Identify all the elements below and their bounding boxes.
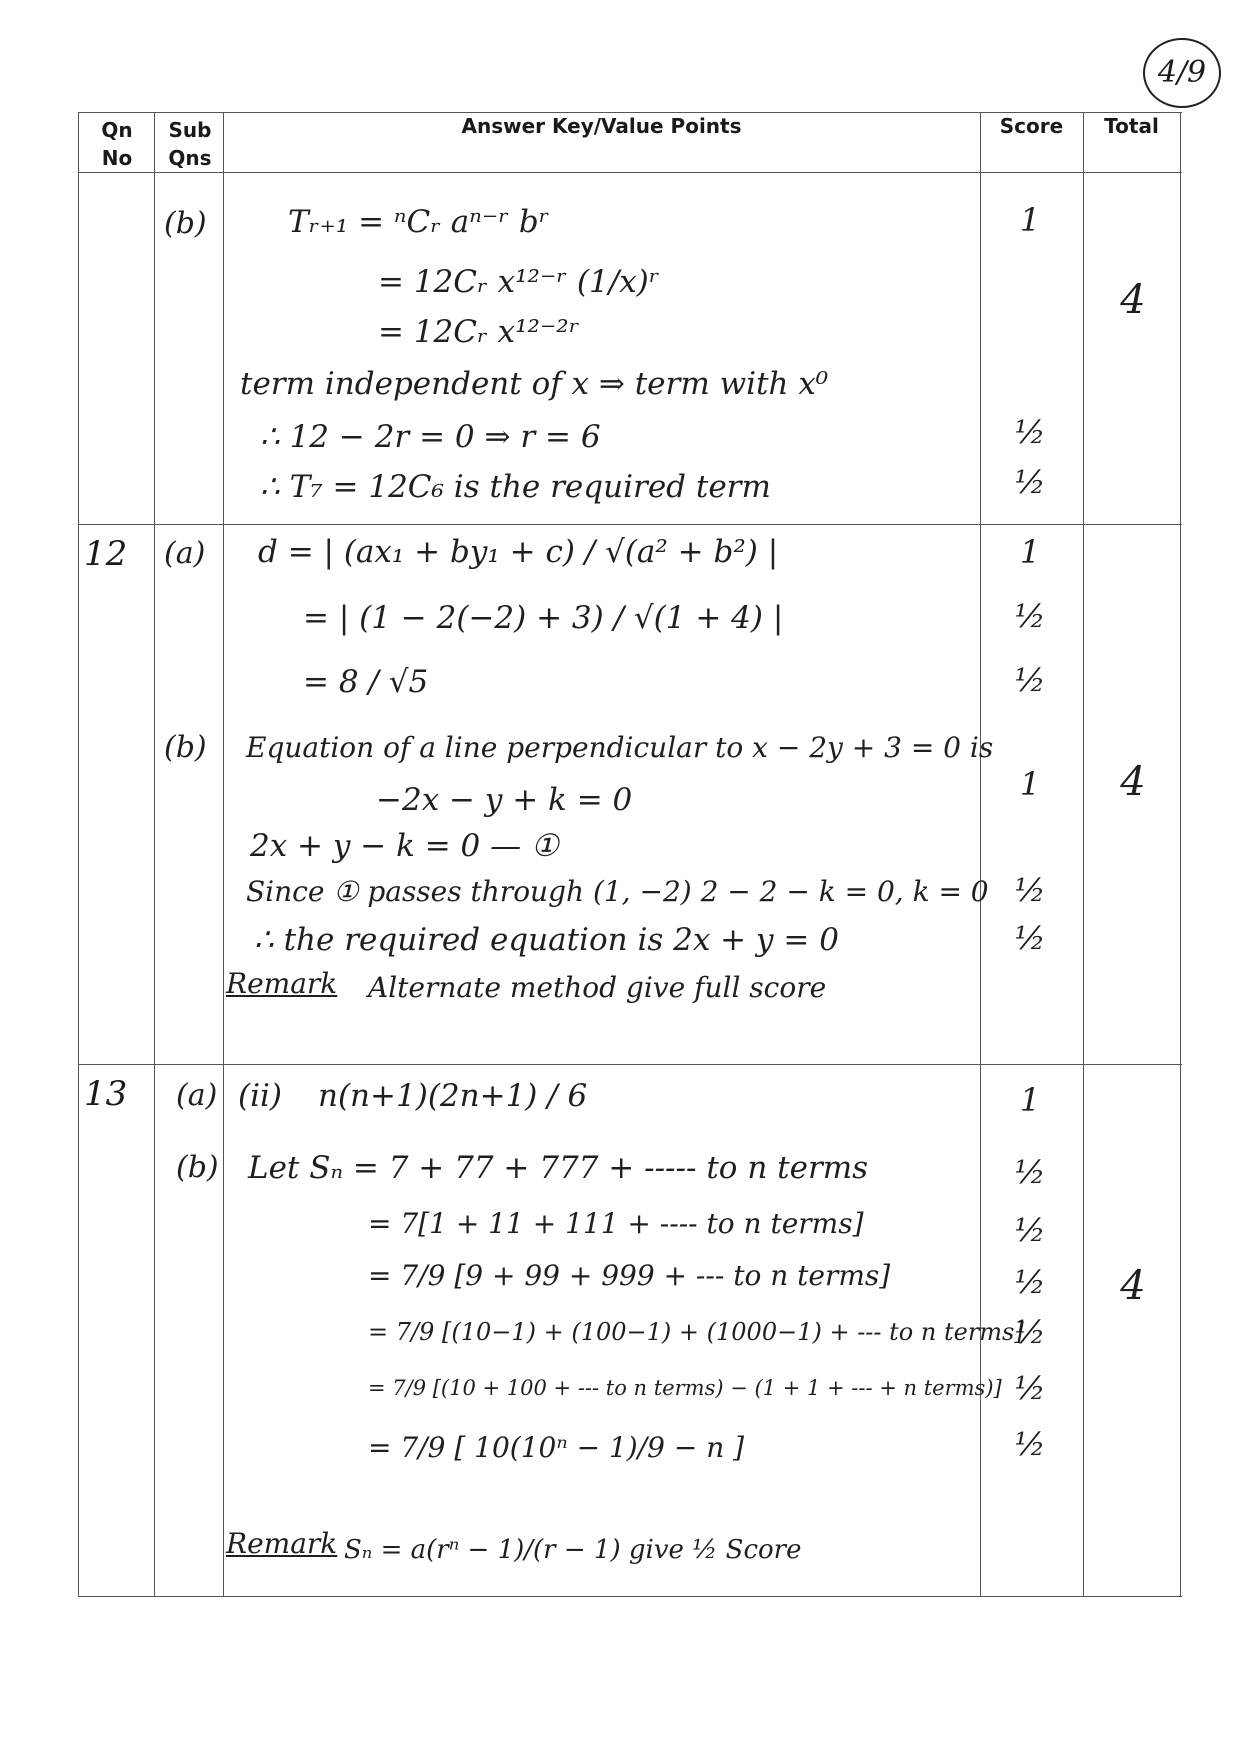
q11b-line: ∴ 12 − 2r = 0 ⇒ r = 6 — [260, 419, 601, 455]
q12b-line: Equation of a line perpendicular to x − 2y + 3 = 0 is — [246, 731, 994, 764]
q13-remark-text: Sₙ = a(rⁿ − 1)/(r − 1) give ½ Score — [344, 1535, 802, 1565]
q12a-sub-label: (a) — [164, 536, 206, 571]
q12b-sub-label: (b) — [164, 730, 207, 765]
q13-total: 4 — [1120, 1263, 1146, 1309]
q12b-score: ½ — [1014, 919, 1046, 957]
q13b-line: = 7/9 [9 + 99 + 999 + --- to n terms] — [368, 1259, 891, 1292]
row-divider-11-12 — [78, 524, 1182, 525]
q13b-score: ½ — [1014, 1369, 1046, 1407]
q13b-line: Let Sₙ = 7 + 77 + 777 + ----- to n terms — [248, 1150, 869, 1186]
table-border-left — [78, 112, 79, 1596]
q12-remark-text: Alternate method give full score — [368, 971, 827, 1004]
q13b-score: ½ — [1014, 1425, 1046, 1463]
q12b-line: 2x + y − k = 0 — ① — [250, 828, 559, 864]
header-divider — [78, 172, 1182, 173]
q11b-score: ½ — [1014, 413, 1046, 451]
q11b-score: 1 — [1019, 201, 1041, 239]
q13a-sub-label: (a) — [176, 1078, 218, 1113]
q12b-line: −2x − y + k = 0 — [376, 782, 633, 818]
q13b-line: = 7/9 [(10−1) + (100−1) + (1000−1) + --- to n terms] — [368, 1318, 1024, 1346]
q11b-line: term independent of x ⇒ term with x⁰ — [240, 366, 829, 402]
q11b-line: ∴ T₇ = 12C₆ is the required term — [260, 469, 771, 505]
page-number-circle — [1143, 38, 1221, 108]
q12-number: 12 — [84, 534, 128, 574]
q12-total: 4 — [1120, 759, 1146, 805]
q11b-score: ½ — [1014, 463, 1046, 501]
q13b-score: ½ — [1014, 1263, 1046, 1301]
q11b-line: Tᵣ₊₁ = ⁿCᵣ aⁿ⁻ʳ bʳ — [288, 204, 550, 240]
q13-number: 13 — [84, 1074, 128, 1114]
q11b-sub-label: (b) — [164, 206, 207, 241]
q13b-line: = 7/9 [(10 + 100 + --- to n terms) − (1 + 1 + --- + n terms)] — [368, 1376, 1002, 1400]
q12-remark-label: Remark — [226, 967, 338, 1000]
q11b-line: = 12Cᵣ x¹²⁻ʳ (1/x)ʳ — [378, 264, 660, 300]
q12a-score: ½ — [1014, 661, 1046, 699]
q13b-score: ½ — [1014, 1153, 1046, 1191]
header-total: Total — [1104, 114, 1159, 138]
column-divider-qn — [154, 112, 155, 1596]
q13b-line: = 7/9 [ 10(10ⁿ − 1)/9 − n ] — [368, 1431, 745, 1464]
header-score: Score — [999, 114, 1064, 138]
q12b-line: Since ① passes through (1, −2) 2 − 2 − k = 0, k = 0 — [246, 875, 989, 908]
header-answer: Answer Key/Value Points — [461, 114, 742, 138]
q12a-score: 1 — [1019, 533, 1041, 571]
column-divider-score — [1083, 112, 1084, 1596]
header-qn: Qn No — [101, 118, 133, 170]
q13b-score: ½ — [1014, 1211, 1046, 1249]
q13b-sub-label: (b) — [176, 1150, 219, 1185]
q13a-score: 1 — [1019, 1081, 1041, 1119]
q12a-line: d = | (ax₁ + by₁ + c) / √(a² + b²) | — [258, 534, 779, 570]
row-divider-12-13 — [78, 1064, 1182, 1065]
table-border-bottom — [78, 1596, 1182, 1597]
q12a-score: ½ — [1014, 597, 1046, 635]
header-sub: Sub Qns — [168, 118, 212, 170]
table-border-right — [1180, 112, 1181, 1596]
q13a-part-label: (ii) — [238, 1078, 283, 1114]
answer-key-table — [78, 112, 1182, 1596]
q12b-score: ½ — [1014, 871, 1046, 909]
page-number: 4/9 — [1157, 55, 1207, 90]
q13b-score: ½ — [1014, 1313, 1046, 1351]
q13b-line: = 7[1 + 11 + 111 + ---- to n terms] — [368, 1207, 864, 1240]
q13-remark-label: Remark — [226, 1527, 338, 1560]
q13a-line: n(n+1)(2n+1) / 6 — [318, 1078, 588, 1114]
q12b-score: 1 — [1019, 765, 1041, 803]
column-divider-sub — [223, 112, 224, 1596]
q12a-line: = | (1 − 2(−2) + 3) / √(1 + 4) | — [303, 600, 784, 636]
q11b-line: = 12Cᵣ x¹²⁻²ʳ — [378, 314, 580, 350]
q12b-line: ∴ the required equation is 2x + y = 0 — [254, 922, 839, 958]
q11-total: 4 — [1120, 277, 1146, 323]
q12a-line: = 8 / √5 — [303, 664, 429, 700]
